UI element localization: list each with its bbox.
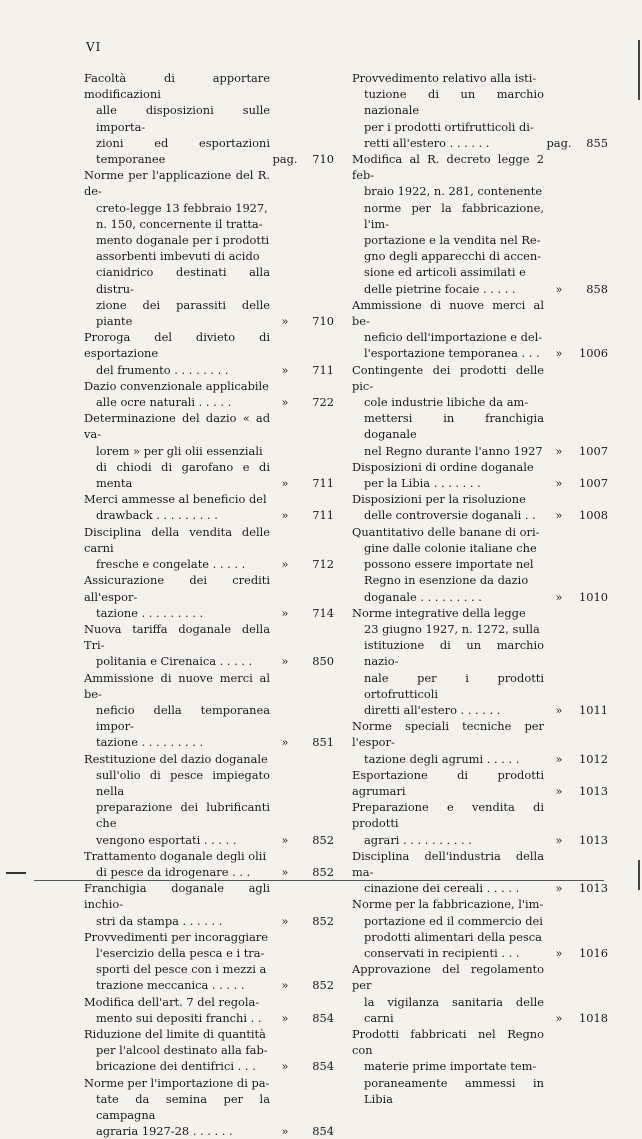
entry-line: Proroga del divieto di esportazione xyxy=(84,330,270,361)
entry-line: cinazione dei cereali . . . . . xyxy=(364,881,520,896)
entry-title xyxy=(84,410,270,491)
index-entry xyxy=(352,848,608,897)
entry-line: Norme per l'applicazione del R. de- xyxy=(84,168,270,199)
page-reference: 852 xyxy=(312,832,334,847)
index-entry xyxy=(84,1026,334,1075)
entry-line: Norme integrative della legge xyxy=(352,605,526,620)
entry-line: per la Libia . . . . . . . xyxy=(364,476,481,491)
entry-line: tazione . . . . . . . . . xyxy=(96,735,204,750)
index-entry xyxy=(352,70,608,151)
index-entry xyxy=(84,410,334,491)
entry-line: Norme per la fabbricazione, l'im- xyxy=(352,897,544,912)
entry-title xyxy=(352,459,544,491)
page-reference: 1007 xyxy=(579,443,608,458)
entry-title xyxy=(352,896,544,961)
page-prefix: » xyxy=(281,557,289,572)
index-entry xyxy=(84,751,334,848)
page-reference: 1013 xyxy=(579,881,608,896)
page-reference: 1008 xyxy=(579,508,608,523)
entry-line: sione ed articoli assimilati e xyxy=(364,265,526,280)
entry-title xyxy=(84,1075,270,1139)
index-entry xyxy=(84,524,334,573)
entry-line: per i prodotti ortifrutticoli di- xyxy=(364,119,534,134)
entry-line: Trattamento doganale degli olii xyxy=(84,848,267,863)
entry-line: neficio della temporanea impor- xyxy=(96,702,270,734)
page-reference: 711 xyxy=(312,508,334,523)
entry-title xyxy=(352,605,544,718)
index-entry xyxy=(352,605,608,718)
entry-title xyxy=(84,524,270,573)
index-entry xyxy=(84,670,334,751)
entry-title xyxy=(352,799,544,848)
entry-title xyxy=(84,880,270,929)
entry-title xyxy=(84,491,270,523)
entry-title xyxy=(84,848,270,880)
entry-title xyxy=(84,329,270,378)
page-prefix: » xyxy=(555,945,563,960)
index-entry xyxy=(84,572,334,621)
entry-line: alle ocre naturali . . . . . xyxy=(96,395,232,410)
entry-line: Disposizioni per la risoluzione xyxy=(352,492,526,507)
page-edge-mark xyxy=(638,40,640,100)
entry-title xyxy=(84,929,270,994)
page-prefix: » xyxy=(555,783,563,798)
entry-line: Approvazione del regolamento per xyxy=(352,962,544,993)
entry-line: per l'alcool destinato alla fab- xyxy=(96,1043,268,1058)
entry-line: agraria 1927-28 . . . . . . xyxy=(96,1124,233,1139)
entry-line: Ammissione di nuove merci al be- xyxy=(352,297,544,329)
page-reference: 722 xyxy=(312,395,334,410)
entry-line: Riduzione del limite di quantità xyxy=(84,1026,266,1041)
page-reference: 1010 xyxy=(579,589,608,604)
entry-line: gno degli apparecchi di accen- xyxy=(364,249,542,264)
page-prefix: » xyxy=(281,735,289,750)
entry-line: norme per la fabbricazione, l'im- xyxy=(364,200,544,231)
page-prefix: » xyxy=(555,589,563,604)
page-prefix: » xyxy=(281,508,289,523)
page-reference: 711 xyxy=(312,476,334,491)
entry-line: agrari . . . . . . . . . . xyxy=(364,832,472,847)
entry-line: diretti all'estero . . . . . . xyxy=(364,702,501,717)
entry-line: la vigilanza sanitaria delle carni xyxy=(364,994,544,1025)
index-entry xyxy=(352,459,608,491)
entry-line: zioni ed esportazioni temporanee xyxy=(96,135,270,167)
page-prefix: » xyxy=(281,395,289,410)
entry-line: del frumento . . . . . . . . xyxy=(96,362,229,377)
index-entry xyxy=(352,297,608,362)
page-reference: 858 xyxy=(586,281,608,296)
entry-line: drawback . . . . . . . . . xyxy=(96,508,218,523)
page-reference: 855 xyxy=(586,135,608,150)
entry-line: 23 giugno 1927, n. 1272, sulla xyxy=(364,621,540,636)
entry-line: Franchigia doganale agli inchio- xyxy=(84,881,270,912)
entry-line: doganale . . . . . . . . . xyxy=(364,589,482,604)
entry-title xyxy=(352,767,544,799)
page-prefix: » xyxy=(555,832,563,847)
entry-line: n. 150, concernente il tratta- xyxy=(96,216,263,231)
entry-line: Contingente dei prodotti delle pic- xyxy=(352,362,544,393)
entry-title xyxy=(352,718,544,767)
page-prefix: pag. xyxy=(272,152,298,167)
page-prefix: » xyxy=(555,443,563,458)
page-prefix: » xyxy=(555,476,563,491)
entry-line: Disposizioni di ordine doganale xyxy=(352,459,534,474)
index-entry xyxy=(84,880,334,929)
page-reference: 851 xyxy=(312,735,334,750)
index-entry xyxy=(352,151,608,297)
entry-line: possono essere importate nel xyxy=(364,557,534,572)
entry-line: Dazio convenzionale applicabile xyxy=(84,378,269,393)
page-prefix: » xyxy=(555,281,563,296)
entry-line: gine dalle colonie italiane che xyxy=(364,540,537,555)
index-column-left xyxy=(84,70,334,1139)
entry-line: istituzione di un marchio nazio- xyxy=(364,638,544,669)
page-prefix: » xyxy=(555,881,563,896)
entry-line: Provvedimento relativo alla isti- xyxy=(352,71,537,85)
entry-line: assorbenti imbevuti di acido xyxy=(96,249,260,264)
entry-line: Modifica dell'art. 7 del regola- xyxy=(84,994,260,1009)
entry-line: conservati in recipienti . . . xyxy=(364,945,520,960)
page-prefix: » xyxy=(555,346,563,361)
entry-line: Regno in esenzione da dazio xyxy=(364,573,529,588)
entry-line: neficio dell'importazione e del- xyxy=(364,330,543,345)
entry-line: creto-legge 13 febbraio 1927, xyxy=(96,200,268,215)
entry-line: sull'olio di pesce impiegato nella xyxy=(96,767,270,798)
page-reference: 1018 xyxy=(579,1010,608,1025)
index-entry xyxy=(84,929,334,994)
entry-line: trazione meccanica . . . . . xyxy=(96,978,245,993)
index-entry xyxy=(84,621,334,670)
page-reference: 710 xyxy=(312,314,334,329)
entry-line: l'esercizio della pesca e i tra- xyxy=(96,945,265,960)
entry-line: lorem » per gli olii essenziali xyxy=(96,443,263,458)
page-edge-mark xyxy=(638,860,640,890)
entry-title xyxy=(84,751,270,848)
entry-line: tazione degli agrumi . . . . . xyxy=(364,751,520,766)
page-reference: 1011 xyxy=(579,702,608,717)
entry-title xyxy=(84,167,270,329)
index-entry xyxy=(84,994,334,1026)
entry-line: prodotti alimentari della pesca xyxy=(364,929,542,944)
index-column-right xyxy=(352,70,608,1107)
page-prefix: » xyxy=(555,751,563,766)
entry-line: politania e Cirenaica . . . . . xyxy=(96,654,253,669)
entry-title xyxy=(352,524,544,605)
entry-title xyxy=(84,70,270,167)
entry-line: l'esportazione temporanea . . . xyxy=(364,346,540,361)
entry-title xyxy=(84,670,270,751)
entry-line: poraneamente ammessi in Libia xyxy=(364,1075,544,1106)
entry-line: cianidrico destinati alla distru- xyxy=(96,265,270,296)
index-entry xyxy=(352,961,608,1026)
page-reference: 852 xyxy=(312,864,334,879)
bottom-rule xyxy=(34,880,604,881)
page-prefix: » xyxy=(281,1059,289,1074)
entry-line: Esportazione di prodotti agrumari xyxy=(352,767,544,798)
page-reference: 1013 xyxy=(579,783,608,798)
index-entry xyxy=(352,362,608,459)
entry-line: Nuova tariffa doganale della Tri- xyxy=(84,621,270,653)
entry-line: Merci ammesse al beneficio del xyxy=(84,492,267,507)
entry-line: tazione . . . . . . . . . xyxy=(96,605,204,620)
page-reference: 712 xyxy=(312,557,334,572)
entry-line: portazione ed il commercio dei xyxy=(364,913,543,928)
entry-line: tuzione di un marchio nazionale xyxy=(364,87,544,118)
entry-line: materie prime importate tem- xyxy=(364,1059,537,1074)
entry-title xyxy=(84,994,270,1026)
index-entry xyxy=(352,1026,608,1107)
entry-line: bricazione dei dentifrici . . . xyxy=(96,1059,256,1074)
entry-line: Disciplina della vendita delle carni xyxy=(84,524,270,555)
entry-line: stri da stampa . . . . . . xyxy=(96,913,223,928)
entry-title xyxy=(84,378,270,410)
entry-line: vengono esportati . . . . . xyxy=(96,832,237,847)
entry-line: Norme per l'importazione di pa- xyxy=(84,1075,270,1090)
entry-line: Assicurazione dei crediti all'espor- xyxy=(84,573,270,604)
entry-line: Quantitativo delle banane di ori- xyxy=(352,524,540,539)
page-reference: 711 xyxy=(312,362,334,377)
entry-line: Modifica al R. decreto legge 2 feb- xyxy=(352,152,544,183)
entry-line: tate da semina per la campagna xyxy=(96,1091,270,1122)
entry-line: preparazione dei lubrificanti che xyxy=(96,800,270,831)
entry-line: portazione e la vendita nel Re- xyxy=(364,233,541,248)
entry-line: Determinazione del dazio « ad va- xyxy=(84,411,270,442)
entry-line: Facoltà di apportare modificazioni xyxy=(84,71,270,102)
entry-title xyxy=(352,362,544,459)
entry-line: delle controversie doganali . . xyxy=(364,508,536,523)
page-prefix: pag. xyxy=(546,135,572,150)
page-prefix: » xyxy=(281,832,289,847)
entry-line: Restituzione del dazio doganale xyxy=(84,751,268,766)
page-reference: 854 xyxy=(312,1010,334,1025)
entry-title xyxy=(352,70,544,151)
entry-line: mento doganale per i prodotti xyxy=(96,233,270,248)
index-entry xyxy=(84,491,334,523)
page-prefix: » xyxy=(281,314,289,329)
entry-line: Preparazione e vendita di prodotti xyxy=(352,800,544,831)
entry-line: alle disposizioni sulle importa- xyxy=(96,103,270,134)
entry-title xyxy=(84,572,270,621)
entry-line: di pesce da idrogenare . . . xyxy=(96,864,251,879)
entry-line: Provvedimenti per incoraggiare xyxy=(84,929,268,944)
page-prefix: » xyxy=(555,1010,563,1025)
entry-line: Disciplina dell'industria della ma- xyxy=(352,848,544,879)
entry-line: mento sui depositi franchi . . xyxy=(96,1010,262,1025)
entry-title xyxy=(352,961,544,1026)
page-prefix: » xyxy=(281,654,289,669)
page-reference: 852 xyxy=(312,978,334,993)
page-reference: 852 xyxy=(312,913,334,928)
page-prefix: » xyxy=(281,978,289,993)
page-reference: 1007 xyxy=(579,476,608,491)
entry-line: braio 1922, n. 281, contenente xyxy=(364,184,543,199)
entry-line: sporti del pesce con i mezzi a xyxy=(96,962,267,977)
page-reference: 1016 xyxy=(579,945,608,960)
page-reference: 854 xyxy=(312,1059,334,1074)
page-prefix: » xyxy=(281,476,289,491)
entry-line: fresche e congelate . . . . . xyxy=(96,557,246,572)
index-entry xyxy=(352,524,608,605)
entry-line: retti all'estero . . . . . . xyxy=(364,135,490,150)
entry-line: Ammissione di nuove merci al be- xyxy=(84,670,270,701)
entry-line: nel Regno durante l'anno 1927 xyxy=(364,443,543,458)
page-reference: 710 xyxy=(312,152,334,167)
index-entry xyxy=(84,167,334,329)
page-prefix: » xyxy=(281,1010,289,1025)
scan-mark xyxy=(6,872,26,874)
page-prefix: » xyxy=(555,702,563,717)
entry-title xyxy=(84,621,270,670)
page-reference: 1006 xyxy=(579,346,608,361)
entry-line: cole industrie libiche da am- xyxy=(364,395,529,410)
index-entry xyxy=(84,1075,334,1139)
page-number: VI xyxy=(86,40,102,54)
entry-line: Norme speciali tecniche per l'espor- xyxy=(352,719,544,750)
entry-line: mettersi in franchigia doganale xyxy=(364,411,544,442)
entry-title xyxy=(352,151,544,297)
index-entry xyxy=(84,329,334,378)
index-entry xyxy=(84,378,334,410)
page-reference: 1013 xyxy=(579,832,608,847)
entry-title xyxy=(352,1026,544,1107)
entry-line: Prodotti fabbricati nel Regno con xyxy=(352,1026,544,1058)
entry-line: di chiodi di garofano e di menta xyxy=(96,459,270,491)
entry-line: zione dei parassiti delle piante xyxy=(96,297,270,329)
index-entry xyxy=(352,491,608,523)
page-prefix: » xyxy=(281,605,289,620)
entry-title xyxy=(352,848,544,897)
entry-line: delle pietrine focaie . . . . . xyxy=(364,281,516,296)
page-prefix: » xyxy=(281,1124,289,1139)
page-reference: 854 xyxy=(312,1124,334,1139)
entry-line: nale per i prodotti ortofrutticoli xyxy=(364,670,544,701)
index-entry xyxy=(84,848,334,880)
page-prefix: » xyxy=(281,362,289,377)
index-entry xyxy=(352,767,608,799)
page-prefix: » xyxy=(281,864,289,879)
index-entry xyxy=(352,896,608,961)
entry-title xyxy=(352,297,544,362)
page-prefix: » xyxy=(555,508,563,523)
entry-title xyxy=(352,491,544,523)
index-entry xyxy=(84,70,334,167)
page-reference: 714 xyxy=(312,605,334,620)
page-reference: 1012 xyxy=(579,751,608,766)
index-entry xyxy=(352,718,608,767)
page-prefix: » xyxy=(281,913,289,928)
entry-title xyxy=(84,1026,270,1075)
page-reference: 850 xyxy=(312,654,334,669)
index-entry xyxy=(352,799,608,848)
